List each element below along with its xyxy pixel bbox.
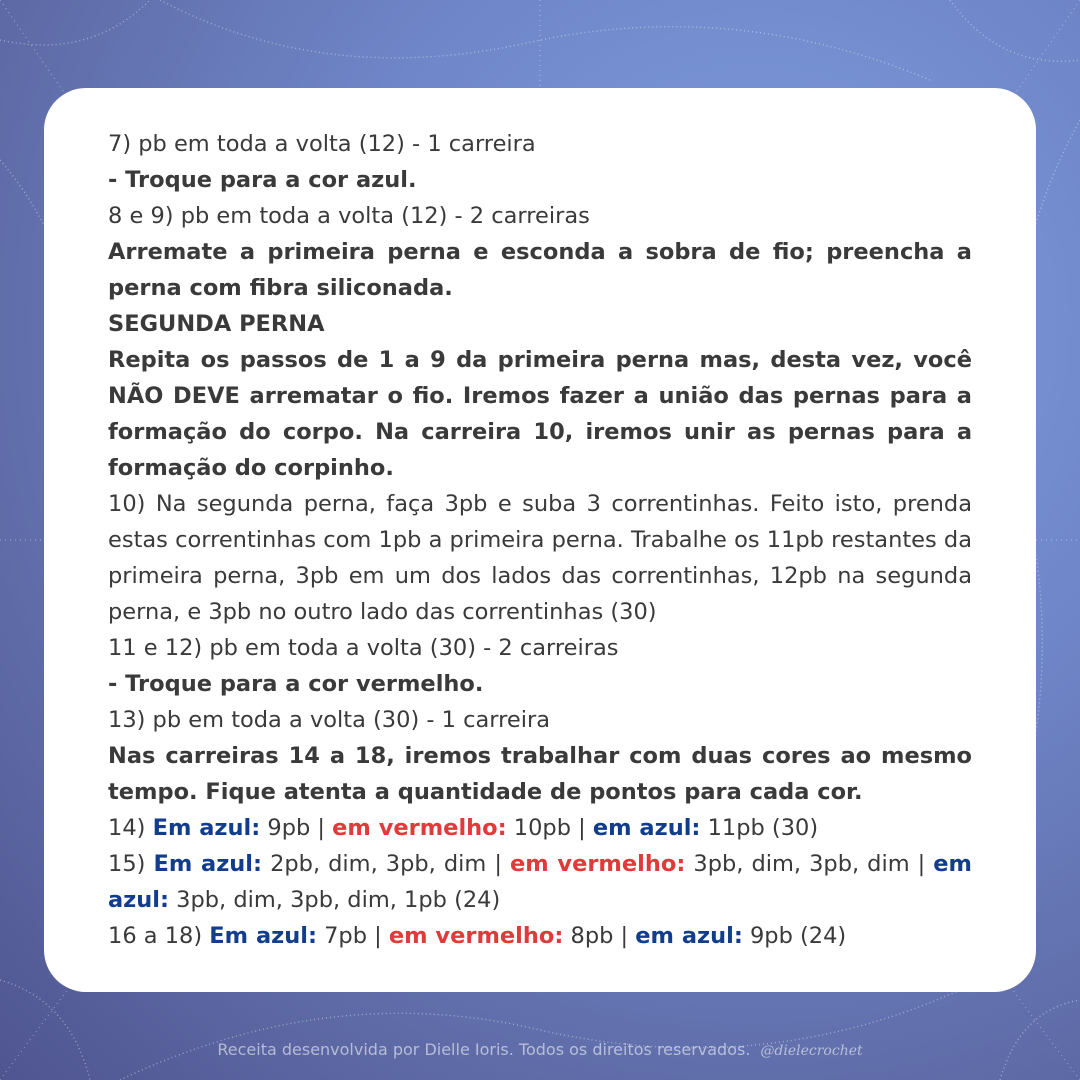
blue-label: Em azul: [153,851,263,877]
recipe-text [108,126,972,954]
section-heading-second-leg: SEGUNDA PERNA [108,311,325,337]
step-13: 13) pb em toda a volta (30) - 1 carreira [108,707,551,733]
red-label: em vermelho: [332,815,507,841]
step-10: 10) Na segunda perna, faça 3pb e suba 3 correntinhas. Feito isto, prenda estas correntinhas com 1pb a primeira perna. Trabalhe os 11pb restantes da primeira perna, 3pb em um dos lados das correntinhas, 12pb na segunda perna, e 3pb no outro lado das correntinhas (30) [108,491,972,625]
color-change-blue: - Troque para a cor azul. [108,167,417,193]
step-15: 15) Em azul: 2pb, dim, 3pb, dim | em vermelho: 3pb, dim, 3pb, dim | em azul: 3pb, dim, 3pb, dim, 1pb (24) [108,851,973,913]
blue-label: em azul: [592,815,701,841]
blue-label: em azul: [635,923,743,949]
two-colors-note: Nas carreiras 14 a 18, iremos trabalhar com duas cores ao mesmo tempo. Fique atenta a quantidade de pontos para cada cor. [108,743,972,805]
copyright-footer [0,1040,1080,1059]
finish-first-leg: Arremate a primeira perna e esconda a sobra de fio; preencha a perna com fibra siliconada. [108,239,972,301]
step-11-12: 11 e 12) pb em toda a volta (30) - 2 carreiras [108,635,619,661]
blue-label: Em azul: [209,923,317,949]
red-label: em vermelho: [509,851,686,877]
recipe-card [44,88,1036,992]
step-8-9: 8 e 9) pb em toda a volta (12) - 2 carreiras [108,203,590,229]
copyright-text: Receita desenvolvida por Dielle Ioris. Todos os direitos reservados. [217,1040,751,1059]
author-handle: @dielecrochet [760,1043,863,1059]
step-7: 7) pb em toda a volta (12) - 1 carreira [108,131,536,157]
blue-label: Em azul: [152,815,261,841]
step-14: 14) Em azul: 9pb | em vermelho: 10pb | em azul: 11pb (30) [108,815,819,841]
repeat-steps-note: Repita os passos de 1 a 9 da primeira perna mas, desta vez, você NÃO DEVE arrematar o fio. Iremos fazer a união das pernas para a formação do corpo. Na carreira 10, iremos unir as pernas para a formação do corpinho. [108,347,972,481]
step-16-18: 16 a 18) Em azul: 7pb | em vermelho: 8pb | em azul: 9pb (24) [108,923,847,949]
red-label: em vermelho: [388,923,564,949]
color-change-red: - Troque para a cor vermelho. [108,671,484,697]
blue-label: em azul: [108,851,973,913]
